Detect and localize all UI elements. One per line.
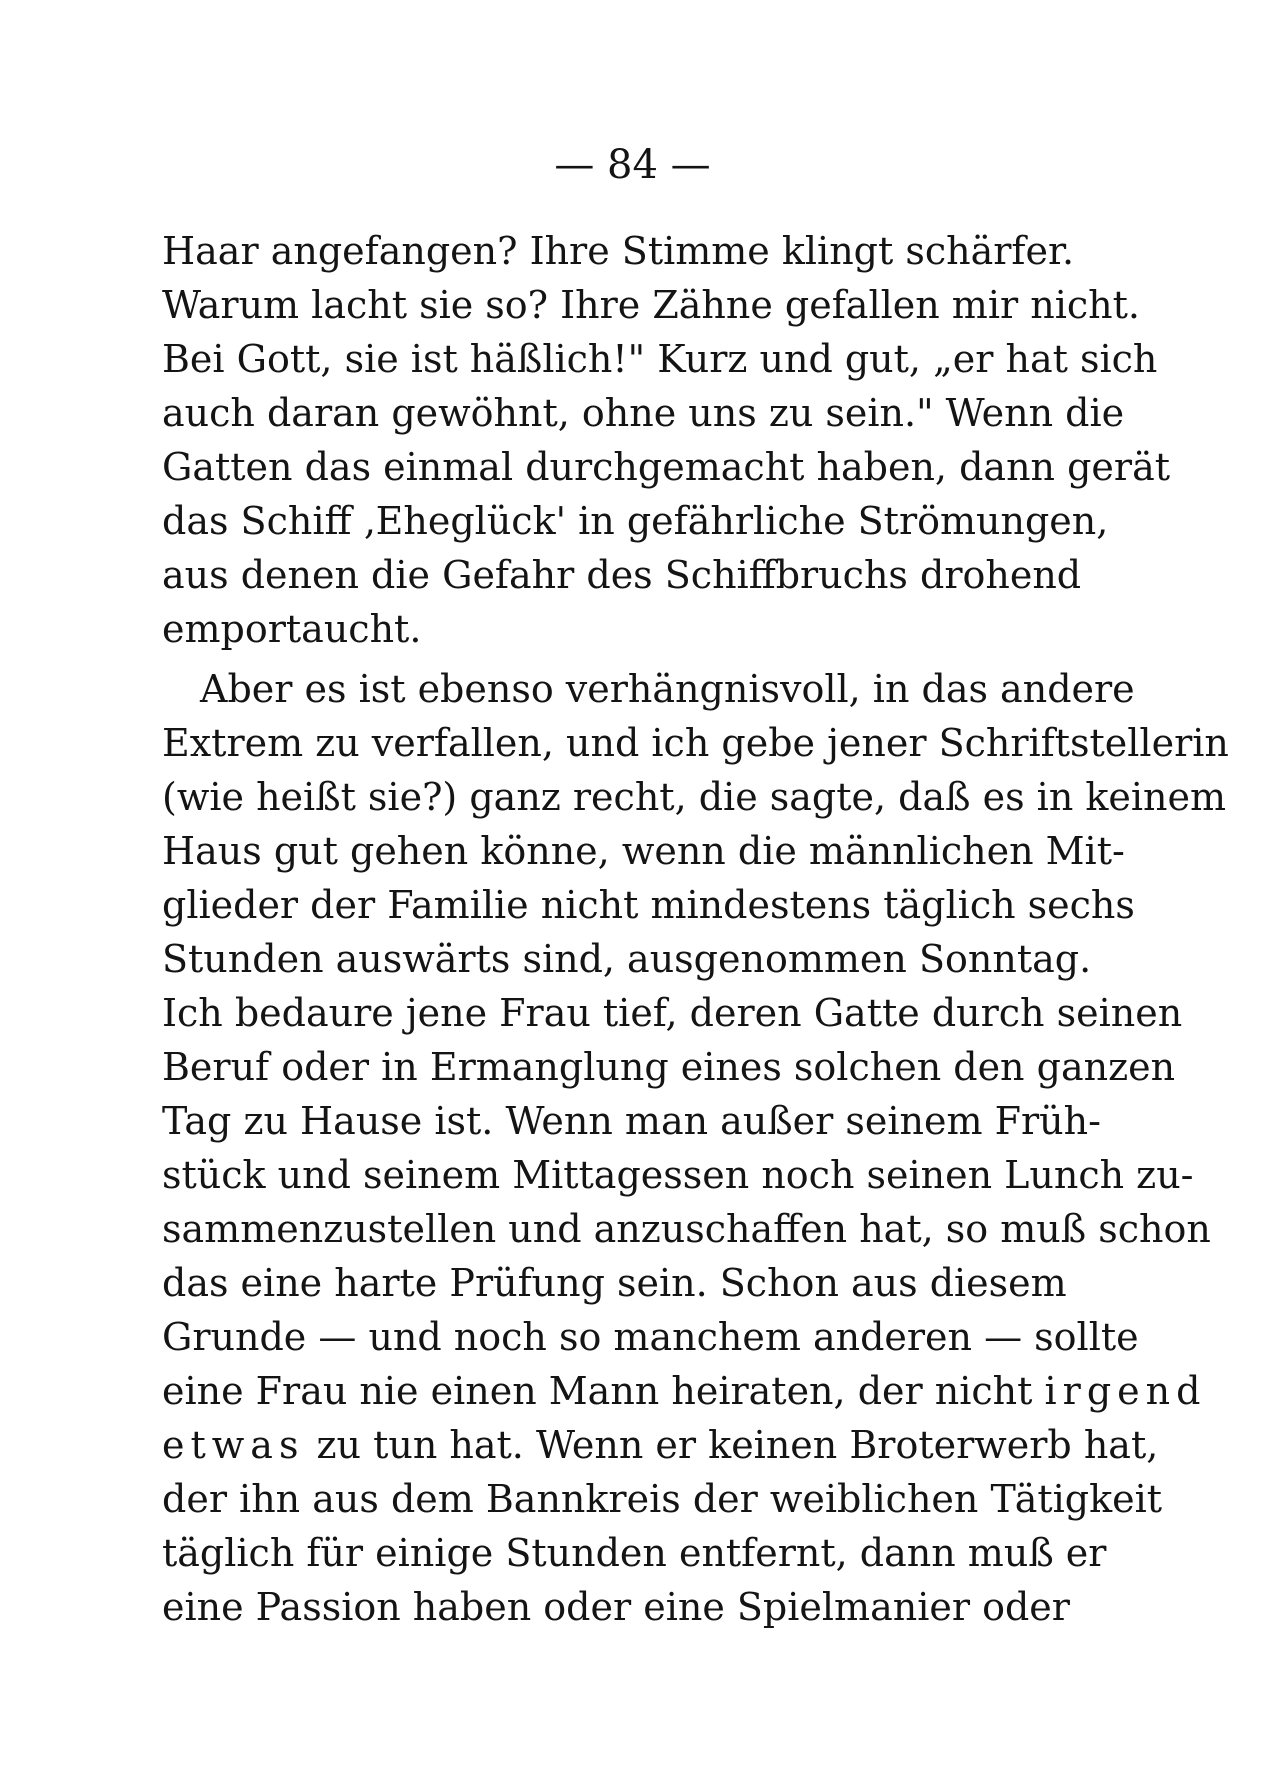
body-text [162,224,1229,1634]
text-line: Aber es ist ebenso verhängnisvoll, in das andere [200,667,1135,711]
text-line: Haus gut gehen könne, wenn die männlichen Mit- [162,829,1125,873]
text-line: der ihn aus dem Bannkreis der weiblichen Tätigkeit [162,1477,1163,1521]
text-line: (wie heißt sie?) ganz recht, die sagte, daß es in keinem [162,775,1227,819]
text-line: stück und seinem Mittagessen noch seinen Lunch zu- [162,1153,1194,1197]
text-line: auch daran gewöhnt, ohne uns zu sein." Wenn die [162,391,1125,435]
text-line: glieder der Familie nicht mindestens täglich sechs [162,883,1135,927]
text-line: sammenzustellen und anzuschaffen hat, so muß schon [162,1207,1211,1251]
paragraph-2 [162,662,1229,1634]
text-line: Beruf oder in Ermanglung eines solchen den ganzen [162,1045,1176,1089]
paragraph-1 [162,224,1171,656]
text-line: Extrem zu verfallen, und ich gebe jener Schriftstellerin [162,721,1229,765]
text-line: Tag zu Hause ist. Wenn man außer seinem Früh- [162,1099,1101,1143]
emphasized-word: irgend [1044,1369,1207,1413]
text-line: etwas zu tun hat. Wenn er keinen Broterwerb hat, [162,1423,1159,1467]
text-line: Stunden auswärts sind, ausgenommen Sonntag. [162,937,1092,981]
text-line: Ich bedaure jene Frau tief, deren Gatte durch seinen [162,991,1183,1035]
text-line: Gatten das einmal durchgemacht haben, dann gerät [162,445,1171,489]
text-line: das Schiff ‚Eheglück' in gefährliche Strömungen, [162,499,1109,543]
text-line: eine Passion haben oder eine Spielmanier oder [162,1585,1070,1629]
text-line: emportaucht. [162,607,422,651]
text-line: aus denen die Gefahr des Schiffbruchs drohend [162,553,1082,597]
page-number: — 84 — [554,142,711,188]
text-line-with-emphasis [162,1364,1207,1418]
text-line: täglich für einige Stunden entfernt, dann muß er [162,1531,1107,1575]
text-line: Bei Gott, sie ist häßlich!" Kurz und gut, „er hat sich [162,337,1158,381]
emphasized-word: etwas [162,1423,305,1467]
text-line: Warum lacht sie so? Ihre Zähne gefallen mir nicht. [162,283,1140,327]
text-line: Haar angefangen? Ihre Stimme klingt schärfer. [162,229,1075,273]
text-segment: eine Frau nie einen Mann heiraten, der nicht [162,1369,1033,1413]
text-line: Grunde — und noch so manchem anderen — sollte [162,1315,1139,1359]
text-line: das eine harte Prüfung sein. Schon aus diesem [162,1261,1067,1305]
